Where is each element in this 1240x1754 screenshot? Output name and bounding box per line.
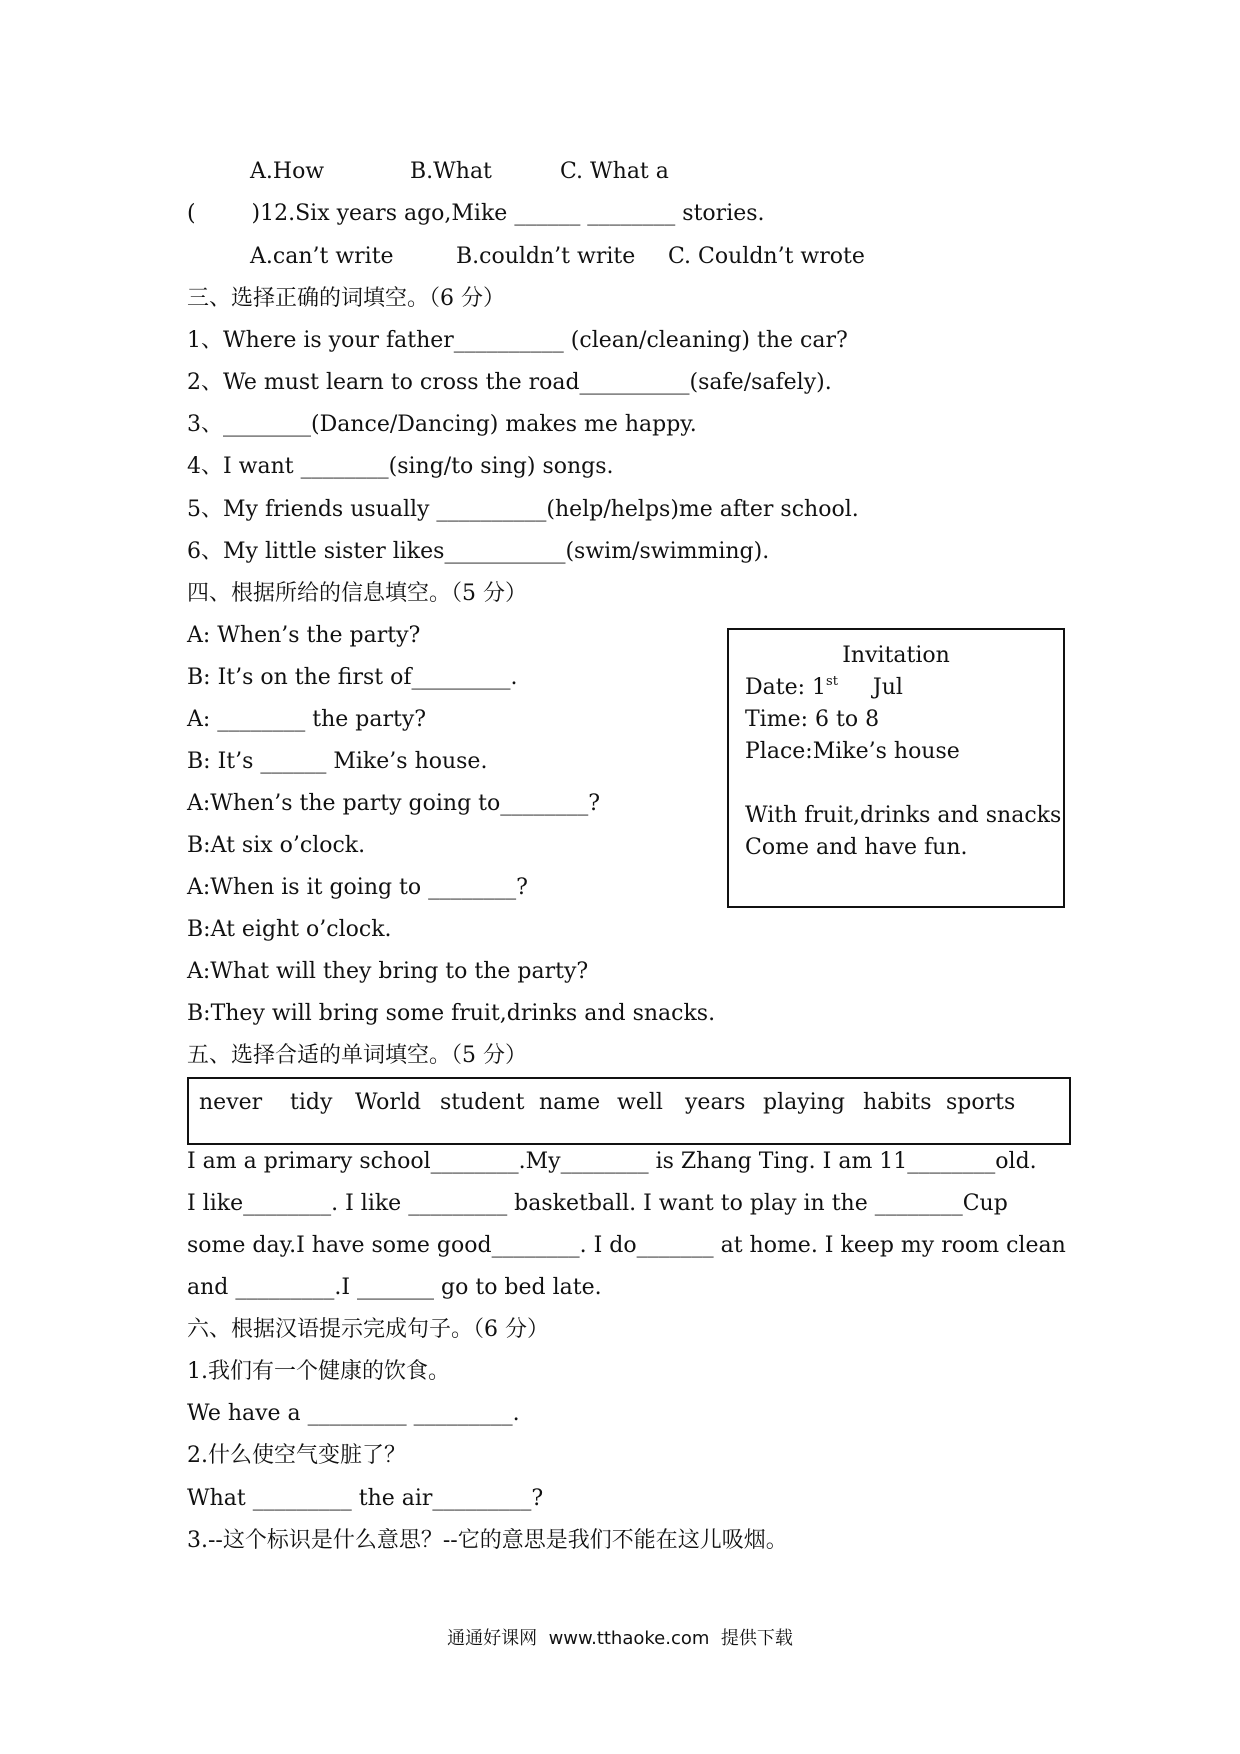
word-bank-item: name [539,1090,601,1115]
word-bank-item: playing [763,1090,845,1115]
page-footer: 通通好课网 www.tthaoke.com 提供下载 [447,1628,793,1649]
section3-title: 三、选择正确的词填空。（6 分） [187,286,505,311]
section6-title: 六、根据汉语提示完成句子。（6 分） [187,1317,549,1342]
dialogue-line-5: A:When’s the party going to________? [187,791,601,816]
section6-item-1-en: We have a _________ _________. [187,1401,520,1426]
passage-line-1: I am a primary school________.My________ is Zhang Ting. I am 11________old. [187,1149,1037,1174]
q11-option-b: B.What [410,159,492,184]
invitation-line-1: With fruit,drinks and snacks [745,803,1062,828]
q12-option-b: B.couldn’t write [456,244,636,269]
word-bank-item: never [199,1090,263,1115]
q12-option-a: A.can’t write [250,244,394,269]
dialogue-line-2: B: It’s on the first of_________. [187,665,518,690]
q12-option-c: C. Couldn’t wrote [668,244,865,269]
section3-item-5: 5、My friends usually __________(help/helps)me after school. [187,497,859,522]
word-bank-item: well [617,1090,663,1115]
section3-item-4: 4、I want ________(sing/to sing) songs. [187,454,614,479]
invitation-title: Invitation [842,643,950,668]
section6-item-2-en: What _________ the air_________? [187,1486,544,1511]
q12-stem: ( )12.Six years ago,Mike ______ ________ stories. [187,201,765,226]
section6-item-2-cn: 2.什么使空气变脏了？ [187,1443,406,1468]
invitation-place: Place:Mike’s house [745,739,960,764]
section5-title: 五、选择合适的单词填空。（5 分） [187,1043,527,1068]
word-bank-item: World [355,1090,421,1115]
invitation-time: Time: 6 to 8 [745,707,880,732]
invitation-card [727,628,1065,908]
q11-option-a: A.How [250,159,325,184]
word-bank-item: tidy [290,1090,333,1115]
section3-item-1: 1、Where is your father__________ (clean/cleaning) the car? [187,328,848,353]
passage-line-4: and _________.I _______ go to bed late. [187,1275,602,1300]
passage-line-3: some day.I have some good________. I do_______ at home. I keep my room clean [187,1233,1066,1258]
word-bank-item: years [685,1090,746,1115]
invitation-date-label: Date: 1 [745,675,827,700]
dialogue-line-6: B:At six o’clock. [187,833,366,858]
word-bank [187,1077,1071,1145]
section6-item-1-cn: 1.我们有一个健康的饮食。 [187,1359,450,1384]
section3-item-2: 2、We must learn to cross the road__________(safe/safely). [187,370,832,395]
dialogue-line-10: B:They will bring some fruit,drinks and snacks. [187,1001,716,1026]
dialogue-line-9: A:What will they bring to the party? [187,959,589,984]
invitation-date [745,674,903,702]
dialogue-line-8: B:At eight o’clock. [187,917,392,942]
invitation-date-sup: st [826,674,838,689]
section6-item-3-cn: 3.--这个标识是什么意思？--它的意思是我们不能在这儿吸烟。 [187,1528,788,1553]
word-bank-item: sports [946,1090,1016,1115]
q11-option-c: C. What a [560,159,669,184]
section3-item-3: 3、________(Dance/Dancing) makes me happy. [187,412,697,437]
dialogue-line-3: A: ________ the party? [187,707,427,732]
section3-item-6: 6、My little sister likes___________(swim/swimming). [187,539,770,564]
invitation-date-month: Jul [872,675,903,700]
dialogue-line-7: A:When is it going to ________? [187,875,528,900]
invitation-line-2: Come and have fun. [745,835,968,860]
word-bank-item: student [440,1090,525,1115]
dialogue-line-1: A: When’s the party? [187,623,421,648]
dialogue-line-4: B: It’s ______ Mike’s house. [187,749,488,774]
word-bank-item: habits [863,1090,932,1115]
passage-line-2: I like________. I like _________ basketball. I want to play in the ________Cup [187,1191,1008,1216]
section4-title: 四、根据所给的信息填空。（5 分） [187,581,527,606]
